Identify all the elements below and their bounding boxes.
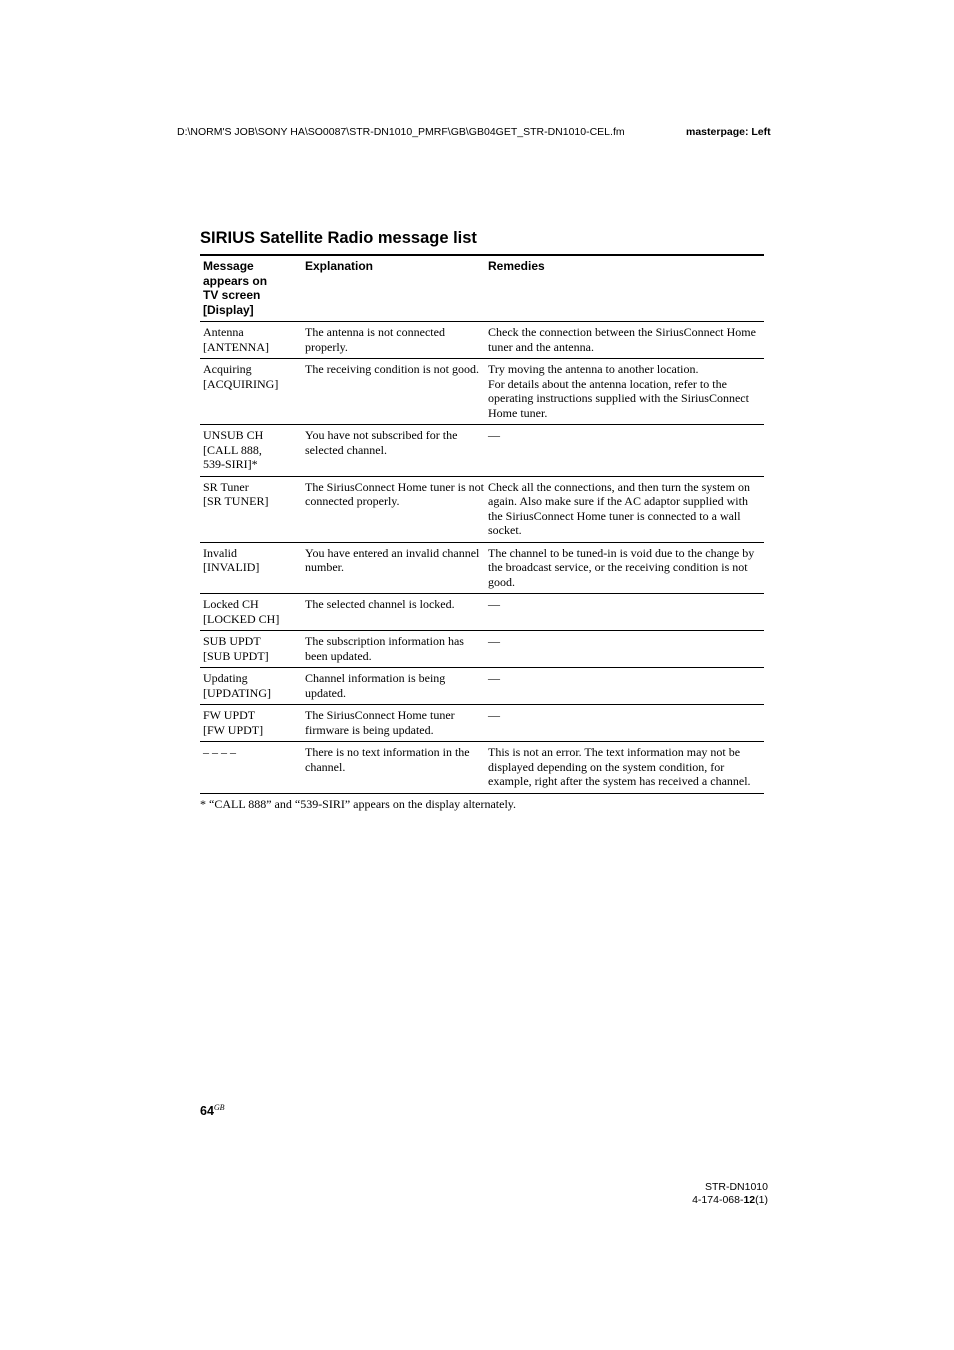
column-header-remedies: Remedies (485, 255, 764, 322)
message-cell: SR Tuner [SR TUNER] (200, 476, 302, 542)
file-path-header: D:\NORM'S JOB\SONY HA\SO0087\STR-DN1010_PMRF\GB\GB04GET_STR-DN1010-CEL.fm (177, 126, 625, 138)
part-code (692, 1194, 768, 1207)
explanation-cell: The antenna is not connected properly. (302, 322, 485, 359)
explanation-cell: The subscription information has been updated. (302, 631, 485, 668)
remedy-cell: — (485, 631, 764, 668)
page-number-value: 64 (200, 1104, 214, 1118)
remedy-cell: Try moving the antenna to another location. For details about the antenna location, refer to the operating instructions supplied with the SiriusConnect Home tuner. (485, 359, 764, 425)
remedy-cell: — (485, 425, 764, 477)
remedy-cell: — (485, 668, 764, 705)
table-row (200, 742, 764, 794)
message-table (200, 254, 764, 794)
remedy-cell: Check all the connections, and then turn the system on again. Also make sure if the AC adaptor supplied with the SiriusConnect Home tuner is connected to a wall socket. (485, 476, 764, 542)
table-row (200, 705, 764, 742)
table-header-row (200, 255, 764, 322)
table-row (200, 359, 764, 425)
message-cell: Acquiring [ACQUIRING] (200, 359, 302, 425)
message-cell: SUB UPDT [SUB UPDT] (200, 631, 302, 668)
explanation-cell: The receiving condition is not good. (302, 359, 485, 425)
explanation-cell: The SiriusConnect Home tuner firmware is being updated. (302, 705, 485, 742)
table-row (200, 542, 764, 594)
table-row (200, 322, 764, 359)
table-row (200, 476, 764, 542)
table-row (200, 594, 764, 631)
page-number (200, 1103, 225, 1118)
table-row (200, 425, 764, 477)
message-cell: Invalid [INVALID] (200, 542, 302, 594)
section-title: SIRIUS Satellite Radio message list (200, 229, 477, 247)
remedy-cell: — (485, 594, 764, 631)
footnote: * “CALL 888” and “539-SIRI” appears on the display alternately. (200, 797, 517, 811)
page-language-suffix: GB (213, 1103, 225, 1112)
explanation-cell: Channel information is being updated. (302, 668, 485, 705)
explanation-cell: The SiriusConnect Home tuner is not connected properly. (302, 476, 485, 542)
message-cell: Locked CH [LOCKED CH] (200, 594, 302, 631)
remedy-cell: The channel to be tuned-in is void due to the change by the broadcast service, or the receiving condition is not good. (485, 542, 764, 594)
table-row (200, 668, 764, 705)
part-code-revision: 12 (743, 1193, 756, 1206)
remedy-cell: — (485, 705, 764, 742)
explanation-cell: You have not subscribed for the selected channel. (302, 425, 485, 477)
masterpage-label: masterpage: Left (686, 126, 771, 138)
model-number: STR-DN1010 (704, 1181, 768, 1193)
part-code-prefix: 4-174-068- (692, 1193, 744, 1206)
explanation-cell: The selected channel is locked. (302, 594, 485, 631)
explanation-cell: There is no text information in the channel. (302, 742, 485, 794)
model-info (692, 1181, 768, 1206)
message-cell: Antenna [ANTENNA] (200, 322, 302, 359)
column-header-message: Message appears on TV screen [Display] (200, 255, 302, 322)
remedy-cell: Check the connection between the SiriusConnect Home tuner and the antenna. (485, 322, 764, 359)
message-cell: FW UPDT [FW UPDT] (200, 705, 302, 742)
message-cell: UNSUB CH [CALL 888, 539-SIRI]* (200, 425, 302, 477)
column-header-explanation: Explanation (302, 255, 485, 322)
table-row (200, 631, 764, 668)
part-code-suffix: (1) (755, 1193, 768, 1206)
remedy-cell: This is not an error. The text information may not be displayed depending on the system condition, for example, right after the system has received a channel. (485, 742, 764, 794)
message-cell: Updating [UPDATING] (200, 668, 302, 705)
message-cell: – – – – (200, 742, 302, 794)
explanation-cell: You have entered an invalid channel number. (302, 542, 485, 594)
